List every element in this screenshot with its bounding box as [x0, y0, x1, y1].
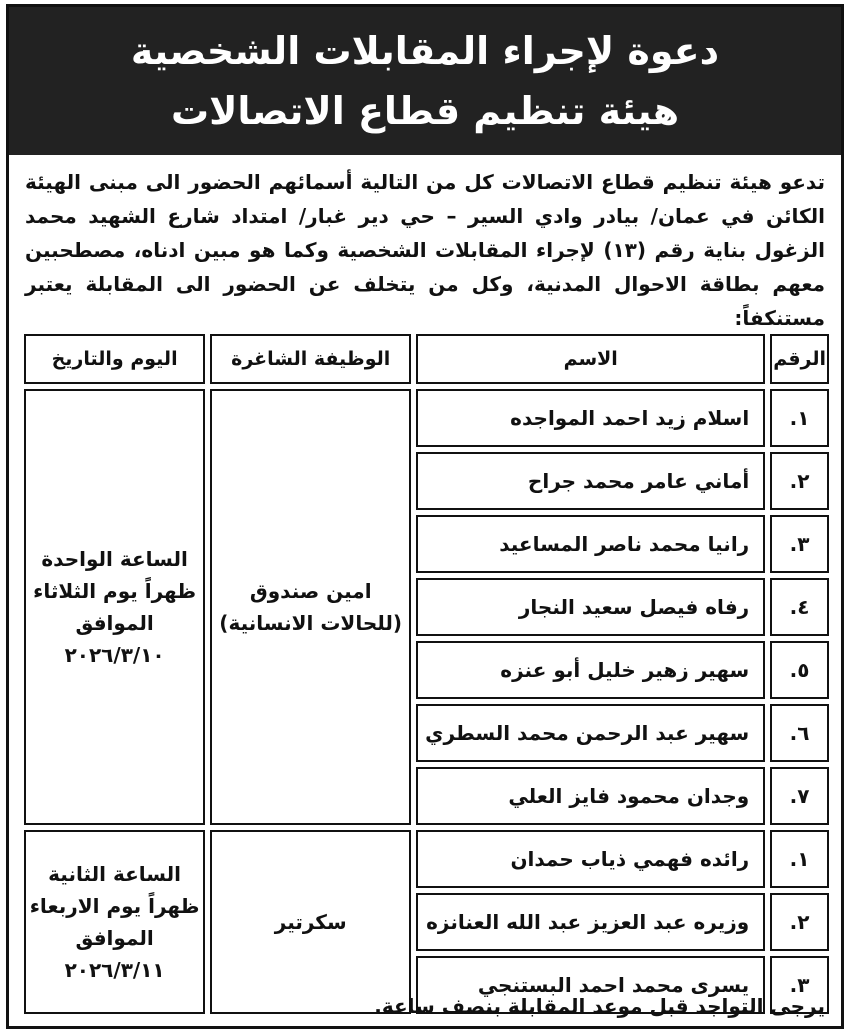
row-num: ٢. — [770, 893, 829, 951]
title-line-1: دعوة لإجراء المقابلات الشخصية — [130, 29, 720, 73]
date-cell: الساعة الواحدة ظهراً يوم الثلاثاء الموافق ٢٠٢٦/٣/١٠ — [24, 389, 205, 825]
row-num: ٢. — [770, 452, 829, 510]
row-num: ٦. — [770, 704, 829, 762]
intro-paragraph: تدعو هيئة تنظيم قطاع الاتصالات كل من التالية أسمائهم الحضور الى مبنى الهيئة الكائن في عمان/ بيادر وادي السير – حي دير غبار/ امتداد شارع الشهيد محمد الزغول بناية رقم (١٣) لإجراء المقابلات الشخصية وكما هو مبين ادناه، مصطحبين معهم بطاقة الاحوال المدنية، وكل من يتخلف عن الحضور الى المقابلة يعتبر مستنكفاً: — [25, 170, 825, 330]
header-date: اليوم والتاريخ — [24, 334, 205, 384]
row-name: سهير زهير خليل أبو عنزه — [416, 641, 765, 699]
header-num: الرقم — [770, 334, 829, 384]
row-num: ١. — [770, 830, 829, 888]
header-name: الاسم — [416, 334, 765, 384]
header-job: الوظيفة الشاغرة — [210, 334, 411, 384]
row-name: اسلام زيد احمد المواجده — [416, 389, 765, 447]
table-row — [24, 830, 829, 888]
row-num: ٣. — [770, 956, 829, 1014]
row-num: ٣. — [770, 515, 829, 573]
announcement — [6, 4, 844, 1029]
table-row — [24, 389, 829, 447]
title-banner — [9, 7, 841, 155]
row-name: سهير عبد الرحمن محمد السطري — [416, 704, 765, 762]
row-name: يسرى محمد احمد البستنجي — [416, 956, 765, 1014]
table-header-row — [24, 334, 829, 384]
job-cell: سكرتير — [210, 830, 411, 1014]
row-num: ٥. — [770, 641, 829, 699]
interview-table — [19, 329, 834, 1019]
row-name: أماني عامر محمد جراح — [416, 452, 765, 510]
row-name: رائده فهمي ذياب حمدان — [416, 830, 765, 888]
job-cell: امين صندوق (للحالات الانسانية) — [210, 389, 411, 825]
title-line-2: هيئة تنظيم قطاع الاتصالات — [170, 89, 680, 133]
date-cell: الساعة الثانية ظهراً يوم الاربعاء الموافق ٢٠٢٦/٣/١١ — [24, 830, 205, 1014]
row-num: ٧. — [770, 767, 829, 825]
row-name: وجدان محمود فايز العلي — [416, 767, 765, 825]
row-name: رانيا محمد ناصر المساعيد — [416, 515, 765, 573]
row-name: وزيره عبد العزيز عبد الله العنانزه — [416, 893, 765, 951]
footer-note: يرجى التواجد قبل موعد المقابلة بنصف ساعة. — [374, 994, 825, 1018]
row-num: ٤. — [770, 578, 829, 636]
row-num: ١. — [770, 389, 829, 447]
row-name: رفاه فيصل سعيد النجار — [416, 578, 765, 636]
